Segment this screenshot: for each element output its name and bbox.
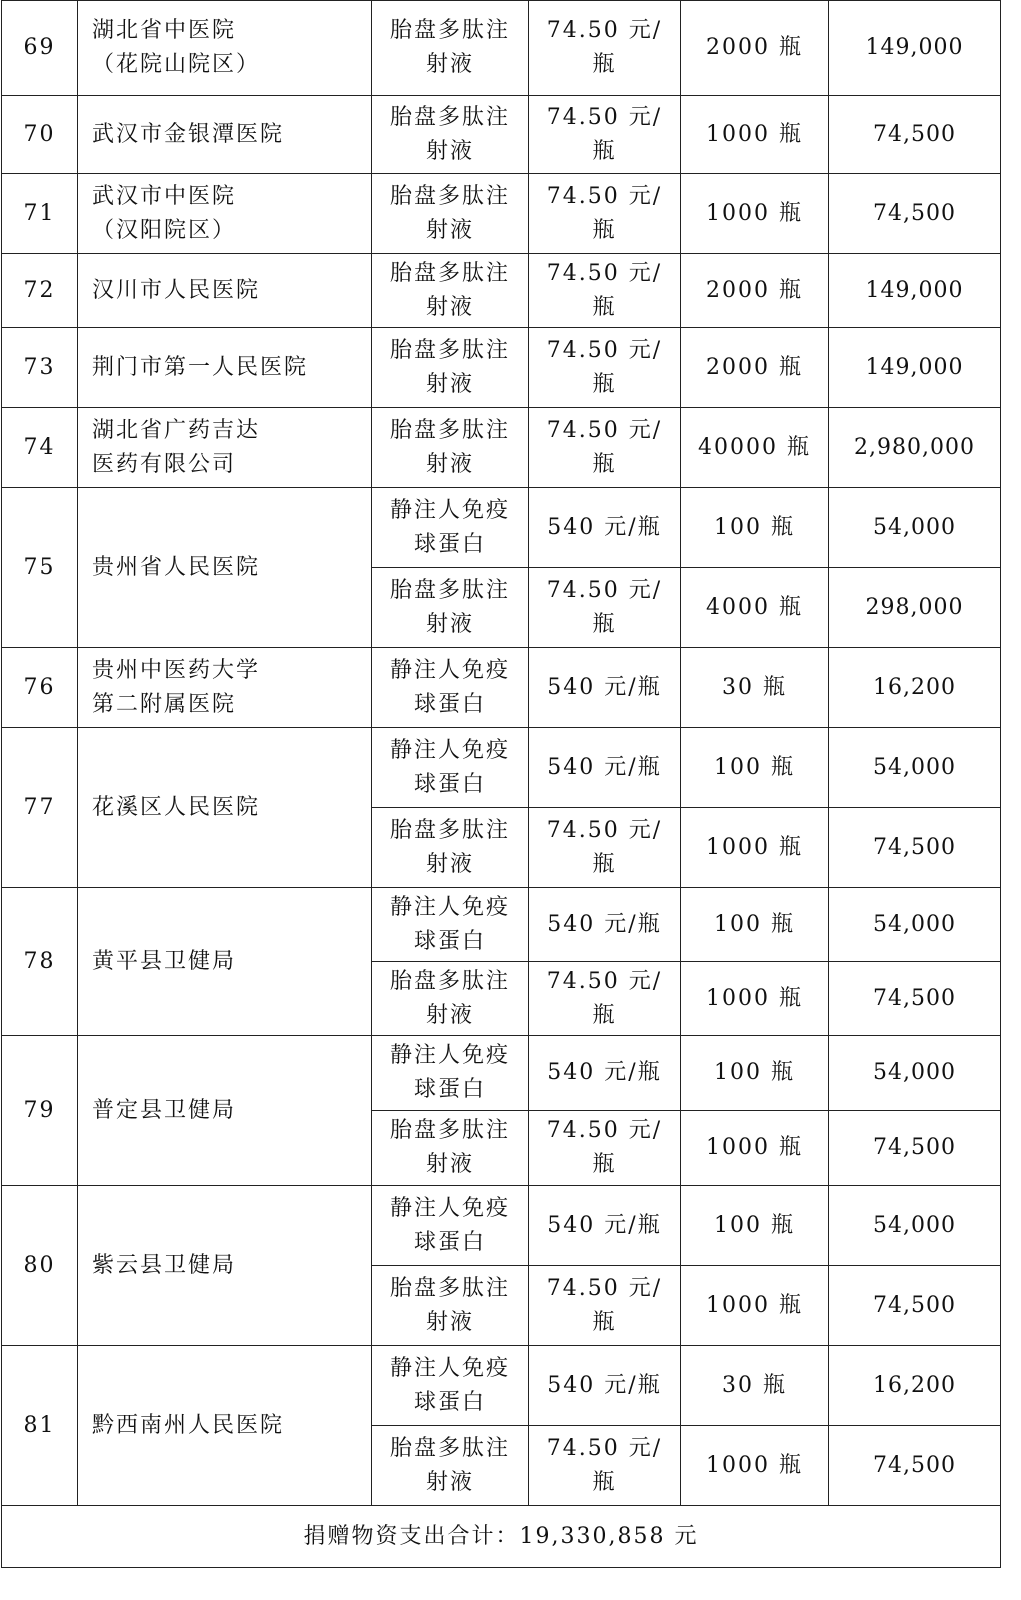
quantity: 4000 瓶 (681, 568, 829, 648)
item-name (372, 1186, 529, 1266)
item-name-line: 胎盘多肽注 (389, 968, 510, 994)
table-row (2, 1036, 1001, 1111)
recipient-name-line: 贵州省人民医院 (92, 554, 261, 580)
recipient-name-line: 湖北省广药吉达 (92, 417, 261, 443)
amount: 74,500 (829, 1111, 1001, 1186)
row-number: 80 (2, 1186, 78, 1346)
amount: 74,500 (829, 96, 1001, 174)
quantity: 1000 瓶 (681, 1426, 829, 1506)
table-row (2, 328, 1001, 408)
item-name-line: 胎盘多肽注 (389, 18, 510, 43)
table-row (2, 648, 1001, 728)
unit-price-line: 74.50 元/ (546, 18, 663, 43)
unit-price-line: 540 元/瓶 (547, 514, 662, 540)
unit-price-line: 74.50 元/ (546, 968, 663, 994)
unit-price-line: 540 元/瓶 (547, 1060, 662, 1085)
unit-price-line: 74.50 元/ (546, 104, 663, 130)
table-row (2, 96, 1001, 174)
unit-price-line: 瓶 (592, 1152, 617, 1177)
recipient-name (78, 328, 372, 408)
row-number: 81 (2, 1346, 78, 1506)
item-name-line: 静注人免疫 (389, 1043, 510, 1068)
unit-price (529, 728, 681, 808)
item-name (372, 174, 529, 254)
amount: 2,980,000 (829, 408, 1001, 488)
item-name-line: 球蛋白 (413, 531, 486, 557)
table-row (2, 1186, 1001, 1266)
quantity: 100 瓶 (681, 1186, 829, 1266)
unit-price-line: 74.50 元/ (546, 817, 663, 843)
quantity: 2000 瓶 (681, 1, 829, 96)
quantity: 40000 瓶 (681, 408, 829, 488)
item-name-line: 球蛋白 (413, 928, 486, 954)
table-row (2, 408, 1001, 488)
amount: 54,000 (829, 488, 1001, 568)
row-number: 79 (2, 1036, 78, 1186)
row-number: 76 (2, 648, 78, 728)
item-name (372, 962, 529, 1036)
table-row (2, 254, 1001, 328)
unit-price (529, 254, 681, 328)
amount: 74,500 (829, 1266, 1001, 1346)
recipient-name (78, 1186, 372, 1346)
unit-price (529, 1111, 681, 1186)
unit-price-line: 瓶 (592, 371, 617, 397)
unit-price-line: 74.50 元/ (546, 1435, 663, 1461)
unit-price-line: 瓶 (592, 451, 617, 477)
quantity: 100 瓶 (681, 728, 829, 808)
quantity: 1000 瓶 (681, 962, 829, 1036)
recipient-name-line: （花院山院区） (92, 52, 261, 77)
item-name-line: 射液 (425, 138, 474, 164)
unit-price-line: 瓶 (592, 1469, 617, 1495)
recipient-name-line: 黔西南州人民医院 (92, 1412, 285, 1438)
item-name (372, 1266, 529, 1346)
total-text: 捐赠物资支出合计：19,330,858 元 (2, 1506, 1001, 1568)
recipient-name-line: 汉川市人民医院 (92, 277, 261, 303)
item-name-line: 胎盘多肽注 (389, 104, 510, 130)
item-name (372, 96, 529, 174)
item-name (372, 1111, 529, 1186)
unit-price (529, 1346, 681, 1426)
amount: 74,500 (829, 174, 1001, 254)
item-name (372, 648, 529, 728)
total-row (2, 1506, 1001, 1568)
unit-price-line: 74.50 元/ (546, 260, 663, 286)
item-name-line: 胎盘多肽注 (389, 337, 510, 363)
item-name (372, 328, 529, 408)
unit-price (529, 408, 681, 488)
unit-price (529, 648, 681, 728)
unit-price (529, 1266, 681, 1346)
item-name-line: 射液 (425, 611, 474, 637)
recipient-name-line: 花溪区人民医院 (92, 794, 261, 820)
recipient-name (78, 408, 372, 488)
recipient-name-line: 普定县卫健局 (92, 1097, 237, 1123)
item-name-line: 胎盘多肽注 (389, 1275, 510, 1301)
amount: 54,000 (829, 1186, 1001, 1266)
item-name-line: 射液 (425, 1309, 474, 1335)
recipient-name (78, 648, 372, 728)
item-name (372, 408, 529, 488)
item-name (372, 1346, 529, 1426)
item-name (372, 254, 529, 328)
amount: 74,500 (829, 1426, 1001, 1506)
item-name-line: 静注人免疫 (389, 1195, 510, 1221)
quantity: 30 瓶 (681, 648, 829, 728)
recipient-name-line: 黄平县卫健局 (92, 948, 237, 974)
unit-price (529, 888, 681, 962)
item-name-line: 静注人免疫 (389, 737, 510, 763)
item-name (372, 488, 529, 568)
unit-price (529, 1036, 681, 1111)
recipient-name-line: 第二附属医院 (92, 691, 237, 717)
item-name (372, 1036, 529, 1111)
item-name-line: 射液 (425, 451, 474, 477)
item-name-line: 静注人免疫 (389, 1355, 510, 1381)
table-row (2, 174, 1001, 254)
unit-price (529, 328, 681, 408)
item-name-line: 球蛋白 (413, 771, 486, 797)
row-number: 72 (2, 254, 78, 328)
amount: 16,200 (829, 648, 1001, 728)
item-name (372, 808, 529, 888)
recipient-name (78, 888, 372, 1036)
recipient-name-line: 紫云县卫健局 (92, 1252, 237, 1278)
item-name-line: 静注人免疫 (389, 894, 510, 920)
unit-price (529, 568, 681, 648)
recipient-name-line: 医药有限公司 (92, 451, 237, 477)
row-number: 74 (2, 408, 78, 488)
item-name-line: 胎盘多肽注 (389, 1118, 510, 1143)
item-name-line: 胎盘多肽注 (389, 1435, 510, 1461)
table-row (2, 488, 1001, 568)
amount: 149,000 (829, 254, 1001, 328)
row-number: 70 (2, 96, 78, 174)
unit-price (529, 1426, 681, 1506)
table-row (2, 728, 1001, 808)
recipient-name-line: 贵州中医药大学 (92, 657, 261, 683)
quantity: 1000 瓶 (681, 1111, 829, 1186)
quantity: 1000 瓶 (681, 1266, 829, 1346)
quantity: 2000 瓶 (681, 254, 829, 328)
item-name-line: 射液 (425, 294, 474, 320)
unit-price-line: 74.50 元/ (546, 417, 663, 443)
quantity: 2000 瓶 (681, 328, 829, 408)
donation-table (1, 0, 1001, 1568)
table-row (2, 888, 1001, 962)
donation-table-body (2, 1, 1001, 1506)
unit-price-line: 瓶 (592, 851, 617, 877)
quantity: 1000 瓶 (681, 808, 829, 888)
recipient-name-line: 武汉市中医院 (92, 183, 237, 209)
unit-price-line: 74.50 元/ (546, 1275, 663, 1301)
item-name (372, 888, 529, 962)
unit-price (529, 1186, 681, 1266)
item-name-line: 胎盘多肽注 (389, 260, 510, 286)
unit-price (529, 962, 681, 1036)
item-name-line: 射液 (425, 1002, 474, 1028)
row-number: 75 (2, 488, 78, 648)
recipient-name (78, 174, 372, 254)
unit-price-line: 瓶 (592, 1002, 617, 1028)
amount: 54,000 (829, 1036, 1001, 1111)
item-name (372, 568, 529, 648)
item-name-line: 射液 (425, 52, 474, 77)
unit-price-line: 540 元/瓶 (547, 911, 662, 937)
item-name-line: 射液 (425, 851, 474, 877)
unit-price-line: 74.50 元/ (546, 183, 663, 209)
amount: 149,000 (829, 1, 1001, 96)
item-name (372, 728, 529, 808)
unit-price-line: 74.50 元/ (546, 1118, 663, 1143)
unit-price (529, 1, 681, 96)
unit-price (529, 488, 681, 568)
quantity: 1000 瓶 (681, 96, 829, 174)
recipient-name (78, 728, 372, 888)
item-name-line: 球蛋白 (413, 1229, 486, 1255)
amount: 54,000 (829, 888, 1001, 962)
unit-price (529, 808, 681, 888)
row-number: 69 (2, 1, 78, 96)
item-name-line: 静注人免疫 (389, 497, 510, 523)
recipient-name-line: 湖北省中医院 (92, 18, 237, 43)
quantity: 100 瓶 (681, 888, 829, 962)
row-number: 77 (2, 728, 78, 888)
unit-price-line: 瓶 (592, 138, 617, 164)
recipient-name (78, 1, 372, 96)
item-name (372, 1426, 529, 1506)
row-number: 71 (2, 174, 78, 254)
recipient-name (78, 1346, 372, 1506)
table-row (2, 1, 1001, 96)
amount: 16,200 (829, 1346, 1001, 1426)
unit-price-line: 540 元/瓶 (547, 754, 662, 780)
amount: 74,500 (829, 962, 1001, 1036)
item-name-line: 胎盘多肽注 (389, 577, 510, 603)
amount: 74,500 (829, 808, 1001, 888)
row-number: 78 (2, 888, 78, 1036)
quantity: 1000 瓶 (681, 174, 829, 254)
recipient-name (78, 96, 372, 174)
row-number: 73 (2, 328, 78, 408)
unit-price-line: 540 元/瓶 (547, 1212, 662, 1238)
unit-price-line: 瓶 (592, 52, 617, 77)
item-name-line: 射液 (425, 371, 474, 397)
unit-price (529, 96, 681, 174)
unit-price-line: 74.50 元/ (546, 337, 663, 363)
item-name-line: 球蛋白 (413, 691, 486, 717)
recipient-name-line: （汉阳院区） (92, 217, 237, 243)
item-name-line: 胎盘多肽注 (389, 417, 510, 443)
quantity: 100 瓶 (681, 488, 829, 568)
item-name-line: 静注人免疫 (389, 657, 510, 683)
item-name-line: 胎盘多肽注 (389, 817, 510, 843)
quantity: 30 瓶 (681, 1346, 829, 1426)
amount: 149,000 (829, 328, 1001, 408)
unit-price-line: 瓶 (592, 1309, 617, 1335)
amount: 298,000 (829, 568, 1001, 648)
item-name-line: 球蛋白 (413, 1077, 486, 1102)
unit-price-line: 瓶 (592, 294, 617, 320)
table-row (2, 1346, 1001, 1426)
recipient-name (78, 1036, 372, 1186)
recipient-name (78, 254, 372, 328)
item-name (372, 1, 529, 96)
item-name-line: 射液 (425, 217, 474, 243)
item-name-line: 胎盘多肽注 (389, 183, 510, 209)
recipient-name (78, 488, 372, 648)
amount: 54,000 (829, 728, 1001, 808)
recipient-name-line: 荆门市第一人民医院 (92, 354, 309, 380)
unit-price (529, 174, 681, 254)
recipient-name-line: 武汉市金银潭医院 (92, 121, 285, 147)
item-name-line: 球蛋白 (413, 1389, 486, 1415)
unit-price-line: 74.50 元/ (546, 577, 663, 603)
unit-price-line: 540 元/瓶 (547, 674, 662, 700)
unit-price-line: 瓶 (592, 217, 617, 243)
unit-price-line: 瓶 (592, 611, 617, 637)
item-name-line: 射液 (425, 1469, 474, 1495)
unit-price-line: 540 元/瓶 (547, 1372, 662, 1398)
item-name-line: 射液 (425, 1152, 474, 1177)
quantity: 100 瓶 (681, 1036, 829, 1111)
